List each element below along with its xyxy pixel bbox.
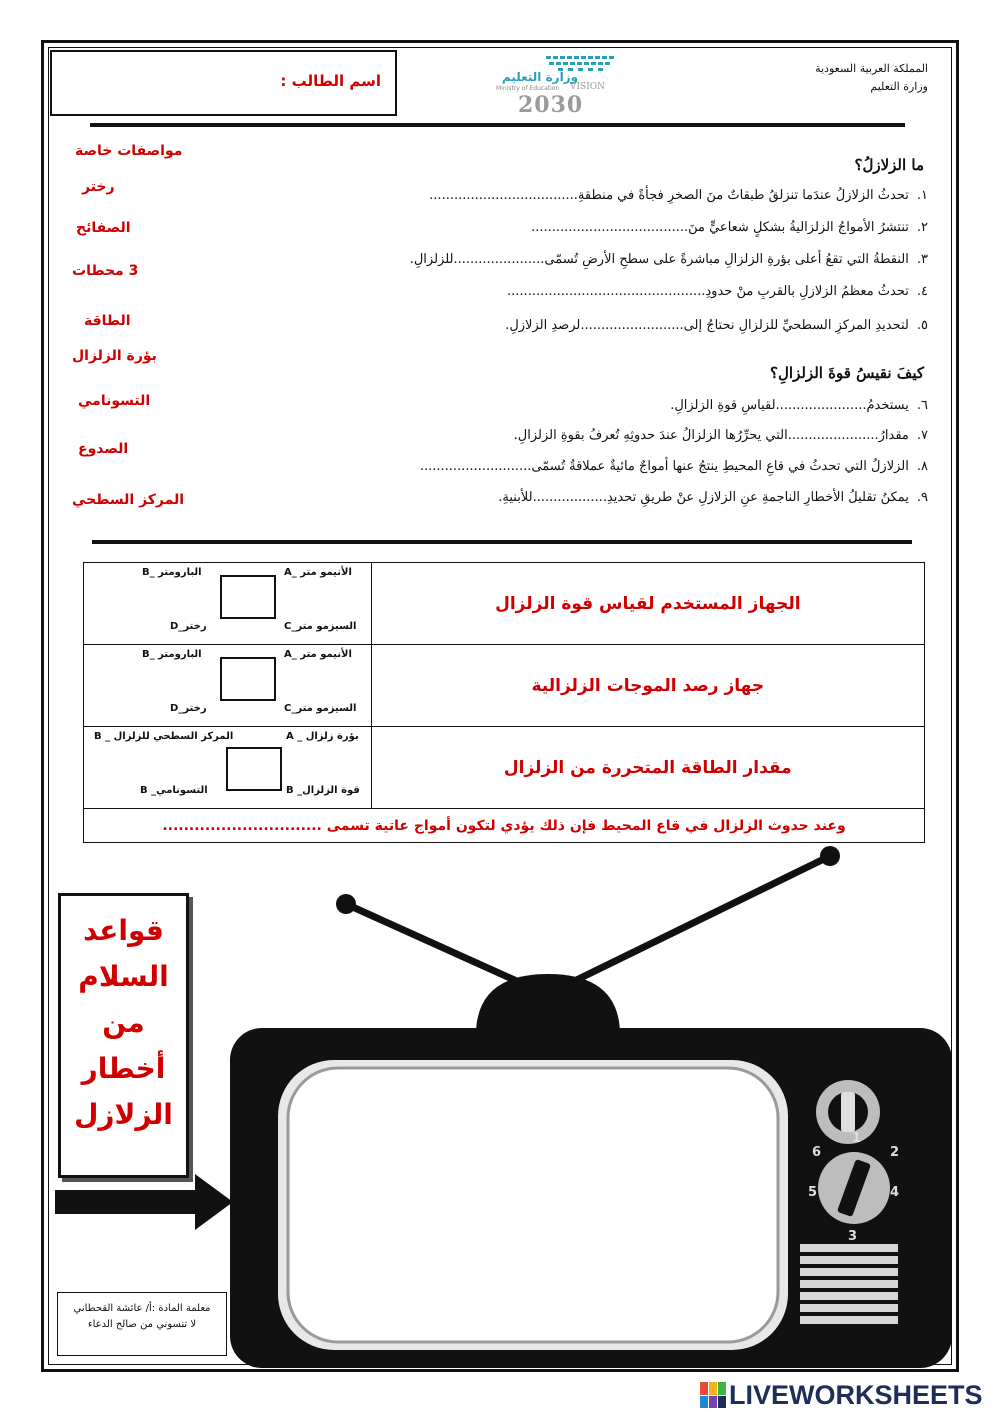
right-arrow-icon: [55, 1172, 235, 1232]
teacher-message: لا تنسوني من صالح الدعاء: [87, 1319, 197, 1330]
logo-arabic-text: وزارة التعليم: [501, 70, 579, 84]
dial-number: 6: [812, 1145, 822, 1160]
table-row: [84, 645, 925, 727]
question-number: ٤.: [916, 284, 928, 299]
question-number: ٦.: [916, 398, 928, 413]
rules-line: قواعد: [83, 914, 164, 947]
header-divider: [90, 123, 905, 127]
section-divider: [92, 540, 912, 544]
question-text: تحدثُ معظمُ الزلازلِ بالقربِ منْ حدودِ................................................: [507, 284, 909, 299]
ministry-name: وزارة التعليم: [870, 80, 928, 93]
dial-number: 1: [852, 1131, 862, 1146]
section-title-measure: كيفَ نقيسُ قوةَ الزلزالِ؟: [770, 364, 924, 382]
option-c[interactable]: B _قوة الزلزال: [286, 785, 360, 796]
option-d[interactable]: D_رختر: [170, 703, 207, 714]
option-d[interactable]: B _التسونامي: [140, 785, 208, 796]
tv-antenna-base: [476, 974, 620, 1032]
option-d[interactable]: D_رختر: [170, 621, 207, 632]
question-text: الزلازلُ التي تحدثُ في قاعِ المحيطِ ينتجُ عنها أمواجٌ مائيةٌ عملاقةٌ تُسمّى...........................: [419, 459, 909, 474]
question-text: لتحديدِ المركزِ السطحيِّ للزلزالِ نحتاجُ إلى.........................لرصدِ الزلازلِ.: [505, 318, 909, 333]
tv-antenna-tip: [336, 894, 356, 914]
tv-antenna-right: [556, 856, 830, 990]
options-cell: [84, 645, 372, 727]
student-name-label: اسم الطالب :: [280, 72, 381, 90]
question-number: ٩.: [916, 490, 928, 505]
word-bank-item[interactable]: المركز السطحي: [72, 492, 185, 508]
logo-english-text: Ministry of Education: [496, 85, 560, 92]
option-a[interactable]: A_ الأنيمو متر: [284, 567, 352, 578]
question-3[interactable]: [410, 252, 928, 267]
option-a[interactable]: A_ الأنيمو متر: [284, 649, 352, 660]
question-number: ٥.: [916, 318, 928, 333]
question-5[interactable]: [505, 318, 928, 333]
question-text: يستخدمُ......................لقياسِ قوةِ الزلزالِ.: [670, 398, 909, 413]
word-bank-item[interactable]: 3 محطات: [72, 263, 139, 279]
mcq-question: جهاز رصد الموجات الزلزالية: [371, 645, 924, 727]
option-b[interactable]: B_ البارومتر: [142, 567, 202, 578]
question-4[interactable]: [507, 284, 928, 299]
question-1[interactable]: [429, 188, 928, 203]
liveworksheets-logo[interactable]: [700, 1378, 983, 1412]
ministry-logo: [492, 52, 632, 124]
kingdom-name: المملكة العربية السعودية: [815, 62, 928, 75]
answer-box[interactable]: [220, 657, 276, 701]
question-text: مقدارُ......................التي يحرِّرُها الزلزالُ عندَ حدوثِهِ تُعرفُ بقوةِ الزلزالِ.: [513, 428, 909, 443]
options-cell: [84, 727, 372, 809]
rules-line: أخطار: [81, 1052, 166, 1085]
rules-line: السلام: [78, 960, 169, 993]
option-c[interactable]: C_السيزمو متر: [284, 621, 357, 632]
word-bank-item[interactable]: الصفائح: [76, 220, 131, 236]
tv-illustration: [226, 842, 958, 1372]
option-a[interactable]: A _ بؤرة زلزال: [286, 731, 359, 742]
question-text: تحدثُ الزلازلُ عندَما تنزلقُ طبقاتٌ منَ الصخرِ فجأةً في منطقةِ....................................: [429, 188, 909, 203]
tv-screen[interactable]: [288, 1068, 778, 1342]
table-row: [84, 563, 925, 645]
tv-antenna-left: [346, 904, 541, 992]
word-bank-item[interactable]: بؤرة الزلزال: [72, 348, 157, 364]
mcq-question: الجهاز المستخدم لقياس قوة الزلزال: [371, 563, 924, 645]
question-number: ٣.: [916, 252, 928, 267]
logo-vision-text: VISION: [570, 82, 606, 92]
safety-rules-box: [58, 893, 189, 1178]
question-8[interactable]: [420, 459, 928, 474]
question-text: يمكنُ تقليلُ الأخطارِ الناجمةِ عنِ الزلازلِ عنْ طريقِ تحديدِ..................للأبنيةِ.: [498, 490, 909, 505]
mcq-table: [83, 562, 925, 843]
mcq-question: مقدار الطاقة المتحررة من الزلزال: [371, 727, 924, 809]
tv-antenna-tip: [820, 846, 840, 866]
question-text: النقطةُ التي تقعُ أعلى بؤرةِ الزلزالِ مباشرةً على سطحِ الأرضِ تُسمّى......................للزلزالِ.: [409, 252, 909, 267]
question-6[interactable]: [670, 398, 928, 413]
header-kingdom-block: [815, 60, 928, 96]
mcq-final-question[interactable]: وعند حدوث الزلزال في قاع المحيط فإن ذلك يؤدي لتكون أمواج عاتية تسمى ..............................: [84, 809, 925, 843]
table-row: [84, 727, 925, 809]
option-b[interactable]: B_ البارومتر: [142, 649, 202, 660]
rules-line: الزلازل: [74, 1098, 173, 1131]
student-name-box[interactable]: [50, 50, 397, 116]
answer-box[interactable]: [220, 575, 276, 619]
dial-number: 3: [848, 1229, 858, 1244]
dial-number: 5: [808, 1185, 818, 1200]
word-bank-item[interactable]: التسونامي: [78, 393, 151, 409]
tv-speaker-grille: [800, 1244, 898, 1324]
word-bank-item[interactable]: الطاقة: [84, 313, 131, 329]
dial-number: 4: [890, 1185, 900, 1200]
teacher-note-box: [57, 1292, 227, 1356]
option-b[interactable]: B _ المركز السطحي للزلزال: [94, 731, 234, 742]
section-title-earthquakes: ما الزلازلُ؟: [854, 156, 924, 174]
answer-box[interactable]: [226, 747, 282, 791]
option-c[interactable]: C_السيزمو متر: [284, 703, 357, 714]
question-number: ٨.: [916, 459, 928, 474]
question-number: ١.: [916, 188, 928, 203]
options-cell: [84, 563, 372, 645]
teacher-name: معلمة المادة :أ/ عائشة القحطاني: [73, 1303, 211, 1314]
question-9[interactable]: [498, 490, 928, 505]
question-number: ٧.: [916, 428, 928, 443]
question-number: ٢.: [916, 220, 928, 235]
liveworksheets-text: LIVEWORKSHEETS: [729, 1379, 983, 1410]
question-text: تنتشرُ الأمواجُ الزلزاليةُ بشكلٍ شعاعيٍّ منَ......................................: [531, 220, 909, 235]
dial-number: 2: [890, 1145, 900, 1160]
question-2[interactable]: [531, 220, 928, 235]
word-bank-item[interactable]: رختر: [82, 179, 115, 195]
table-row: [84, 809, 925, 843]
word-bank-item[interactable]: مواصفات خاصة: [75, 143, 183, 159]
rules-line: من: [102, 1006, 145, 1039]
word-bank-item[interactable]: الصدوع: [78, 441, 129, 457]
logo-year-text: 2030: [518, 92, 584, 118]
question-7[interactable]: [514, 428, 928, 443]
liveworksheets-icon: [700, 1382, 726, 1408]
